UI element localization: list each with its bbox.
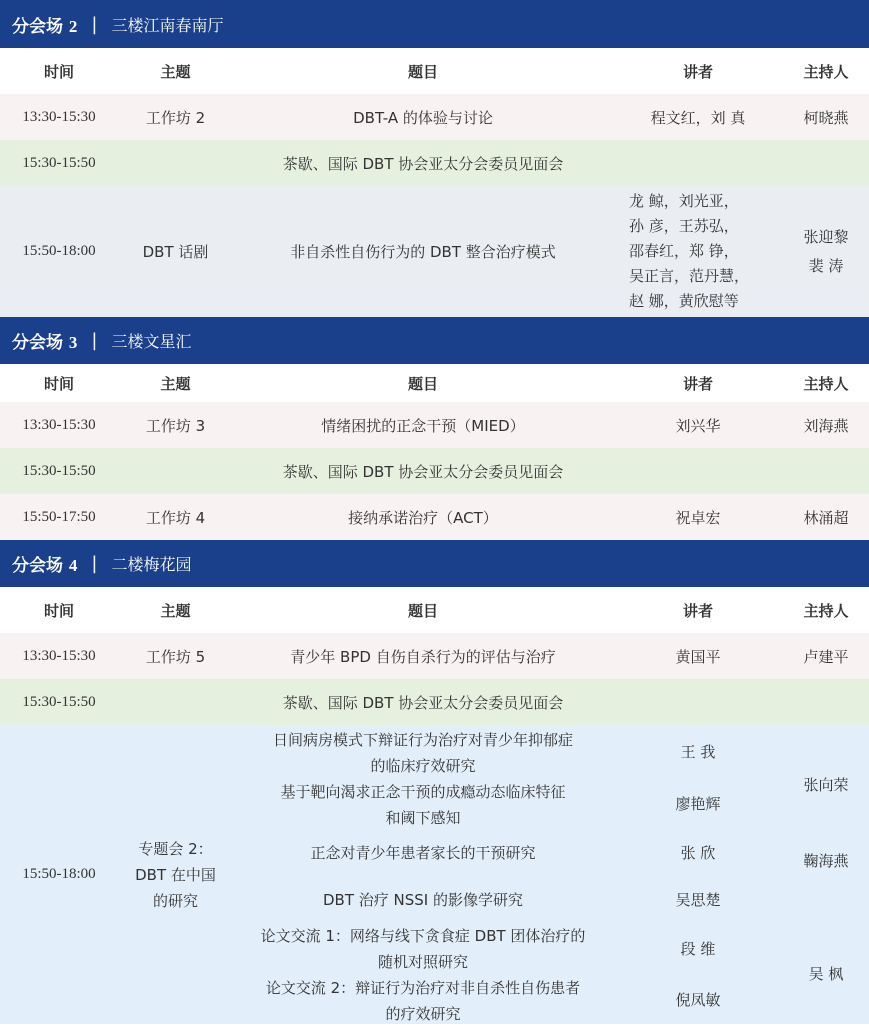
table-row [0,402,869,448]
host-cell: 鞠海燕 [803,852,849,870]
table-header [0,587,869,633]
host-line: 张迎黎 [803,227,849,246]
topic-cell: 青少年 BPD 自伤自杀行为的评估与治疗 [290,647,556,666]
talk-title: 论文交流 1：网络与线下贪食症 DBT 团体治疗的 随机对照研究 [260,927,586,971]
break-topic-cell: 茶歇、国际 DBT 协会亚太分会委员见面会 [282,693,564,712]
topic-cell: DBT-A 的体验与讨论 [353,108,493,127]
section-header-3 [0,317,869,364]
time-cell: 15:50-18:00 [22,866,96,882]
theme-cell: 工作坊 3 [145,416,206,435]
theme-line: 的研究 [152,891,198,910]
header-speaker: 讲者 [682,601,713,620]
break-topic-cell: 茶歇、国际 DBT 协会亚太分会委员见面会 [282,462,564,481]
time-cell: 13:30-15:30 [22,108,96,125]
speaker-line: 孙 彦，王苏弘， [629,217,739,235]
table-row [0,633,869,679]
talk-speaker: 吴思楚 [675,891,721,909]
speaker-list [613,186,783,317]
talk-speaker: 张 欣 [680,844,716,862]
theme-cell: 工作坊 2 [145,108,206,127]
section-title: 分会场 2 [12,16,78,37]
table-row-break [0,140,869,186]
header-time: 时间 [43,601,74,620]
theme-cell: 工作坊 5 [145,647,206,666]
host-list [783,186,869,317]
talk-speaker: 王 我 [680,743,716,761]
time-cell: 13:30-15:30 [22,416,96,433]
topic-cell: 非自杀性自伤行为的 DBT 整合治疗模式 [290,243,556,261]
talk-title: 基于靶向渴求正念干预的成瘾动态临床特征 和阈下感知 [280,783,566,827]
table-row [0,186,869,317]
header-theme: 主题 [160,601,191,620]
host-cell: 张向荣 [803,776,849,794]
table-row-symposium [0,725,869,1024]
speaker-line: 龙 鲸，刘光亚， [629,192,739,210]
speaker-cell: 祝卓宏 [675,508,721,527]
speaker-cell: 程文红，刘 真 [650,108,746,127]
topic-cell: 情绪困扰的正念干预（MIED） [321,416,525,435]
section-separator: | [91,330,98,351]
time-cell: 13:30-15:30 [22,647,96,664]
talk-title: 正念对青少年患者家长的干预研究 [310,844,536,862]
section-header-4 [0,540,869,587]
host-cell: 卢建平 [803,647,849,666]
section-venue: 二楼梅花园 [111,555,192,574]
theme-line: DBT 在中国 [135,865,216,884]
time-cell: 15:30-15:50 [22,462,96,479]
time-cell: 15:30-15:50 [22,693,96,710]
header-host: 主持人 [803,62,849,81]
header-speaker: 讲者 [682,62,713,81]
table-row-break [0,679,869,725]
header-topic: 题目 [407,601,438,620]
header-topic: 题目 [407,374,438,393]
table-header [0,48,869,94]
talk-speaker: 倪凤敏 [675,991,721,1009]
talk-title: 论文交流 2：辩证行为治疗对非自杀性自伤患者 的疗效研究 [265,979,581,1023]
host-line: 裴 涛 [808,256,844,275]
host-cell: 林涌超 [803,508,849,527]
section-separator: | [91,553,98,574]
theme-cell: 工作坊 4 [145,508,206,527]
time-cell: 15:50-18:00 [22,243,96,259]
header-theme: 主题 [160,62,191,81]
section-venue: 三楼文星汇 [111,332,192,351]
section-title: 分会场 3 [12,333,78,353]
header-topic: 题目 [407,62,438,81]
break-topic-cell: 茶歇、国际 DBT 协会亚太分会委员见面会 [282,154,564,173]
table-row [0,94,869,140]
header-host: 主持人 [803,374,849,393]
table-row [0,494,869,540]
theme-cell [118,725,233,1024]
theme-line: 专题会 2： [138,839,213,858]
header-speaker: 讲者 [682,374,713,393]
talk-title: 日间病房模式下辩证行为治疗对青少年抑郁症 的临床疗效研究 [272,731,573,775]
section-separator: | [91,13,98,35]
talk-title: DBT 治疗 NSSI 的影像学研究 [323,891,523,909]
section-title: 分会场 4 [12,556,78,576]
host-cell: 刘海燕 [803,416,849,435]
header-time: 时间 [43,374,74,393]
topic-cell: 接纳承诺治疗（ACT） [348,508,498,527]
header-time: 时间 [43,62,74,81]
section-venue: 三楼江南春南厅 [111,15,224,35]
header-host: 主持人 [803,601,849,620]
time-cell: 15:50-17:50 [22,508,96,525]
section-header-2 [0,0,869,48]
host-cell: 吴 枫 [808,965,844,983]
speaker-line: 邵春红，郑 铮， [629,242,739,260]
table-header [0,364,869,402]
speaker-line: 吴正言，范丹慧， [629,267,750,285]
time-cell: 15:30-15:50 [22,154,96,171]
speaker-cell: 黄国平 [675,647,721,666]
table-row-break [0,448,869,494]
theme-cell: DBT 话剧 [142,243,209,261]
talk-speaker: 廖艳辉 [675,795,721,813]
talk-speaker: 段 维 [680,940,716,958]
speaker-cell: 刘兴华 [675,416,721,435]
host-cell: 柯晓燕 [803,108,849,127]
speaker-line: 赵 娜，黄欣慰等 [629,292,739,310]
header-theme: 主题 [160,374,191,393]
